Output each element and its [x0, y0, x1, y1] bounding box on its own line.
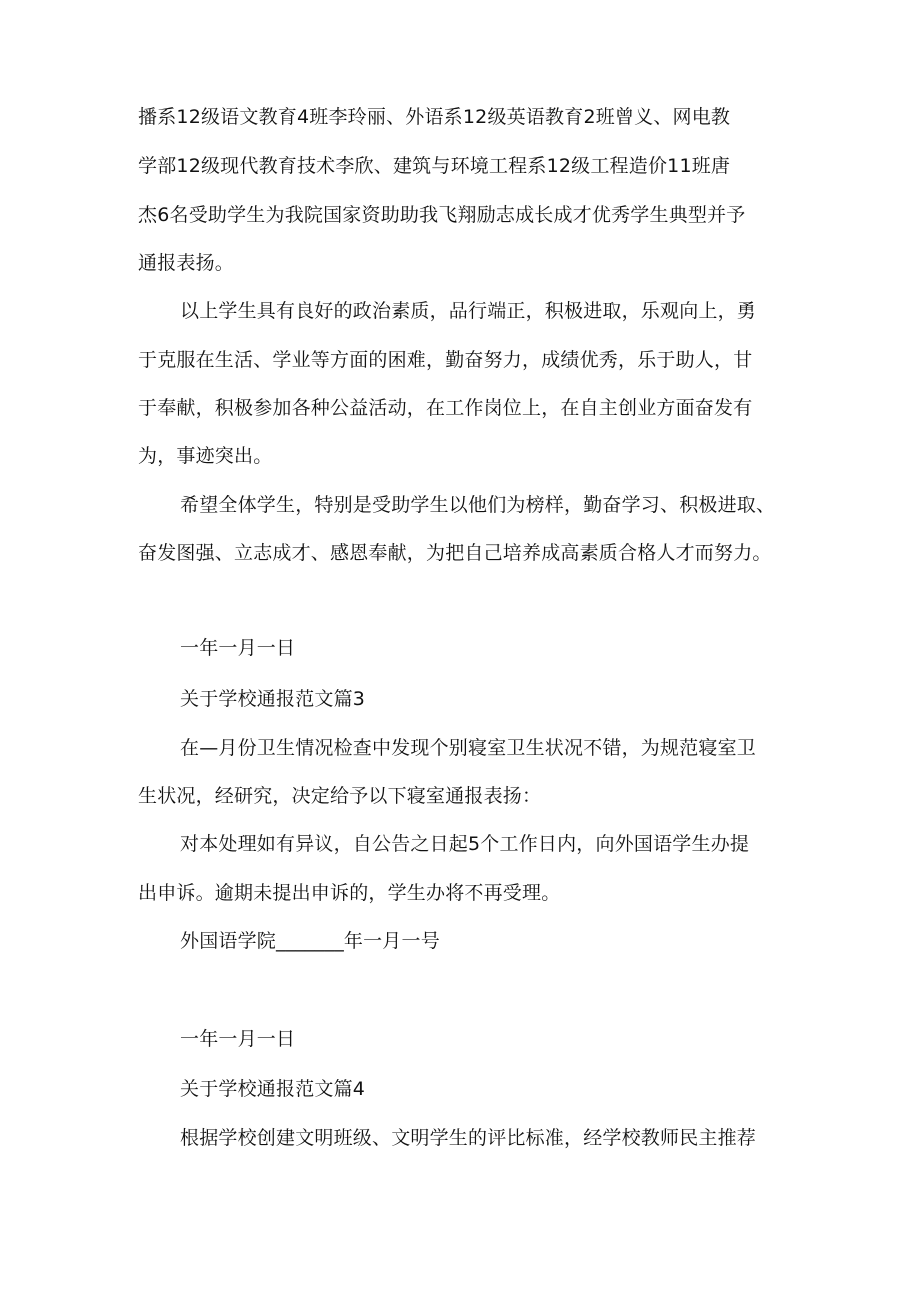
body-line: 于克服在生活、学业等方面的困难，勤奋努力，成绩优秀，乐于助人，甘: [138, 349, 753, 371]
date-line: 一年一月一日: [180, 1028, 296, 1050]
paragraph-first-line: 在—月份卫生情况检查中发现个别寝室卫生状况不错，为规范寝室卫: [180, 737, 757, 759]
body-line: 为，事迹突出。: [138, 445, 273, 467]
section-heading: 关于学校通报范文篇3: [180, 688, 366, 710]
paragraph-first-line: 根据学校创建文明班级、文明学生的评比标准，经学校教师民主推荐: [180, 1127, 757, 1149]
date-line: 一年一月一日: [180, 637, 296, 659]
body-line: 杰6名受助学生为我院国家资助助我飞翔励志成长成才优秀学生典型并予: [138, 204, 746, 226]
body-line: 生状况，经研究，决定给予以下寝室通报表扬：: [138, 785, 542, 807]
paragraph-first-line: 对本处理如有异议，自公告之日起5个工作日内，向外国语学生办提: [180, 833, 750, 855]
body-line: 播系12级语文教育4班李玲丽、外语系12级英语教育2班曾义、网电教: [138, 106, 731, 128]
body-line: 于奉献，积极参加各种公益活动，在工作岗位上，在自主创业方面奋发有: [138, 397, 753, 419]
body-line: 通报表扬。: [138, 252, 235, 274]
body-line: 学部12级现代教育技术李欣、建筑与环境工程系12级工程造价11班唐: [138, 155, 731, 177]
signature-line: 外国语学院_______年一月一号: [180, 930, 440, 952]
body-line: 奋发图强、立志成才、感恩奉献，为把自己培养成高素质合格人才而努力。: [138, 542, 772, 564]
section-heading: 关于学校通报范文篇4: [180, 1078, 366, 1100]
paragraph-first-line: 希望全体学生，特别是受助学生以他们为榜样，勤奋学习、积极进取、: [180, 494, 776, 516]
body-line: 出申诉。逾期未提出申诉的，学生办将不再受理。: [138, 882, 561, 904]
paragraph-first-line: 以上学生具有良好的政治素质，品行端正，积极进取，乐观向上，勇: [180, 300, 757, 322]
